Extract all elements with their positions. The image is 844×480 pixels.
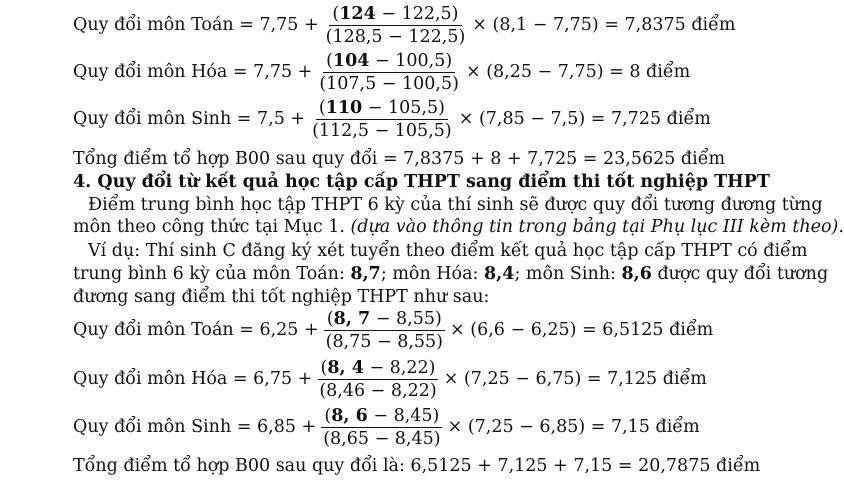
fraction-numerator	[329, 4, 461, 26]
equation-tail: × (7,25 − 6,85) = 7,15 điểm	[447, 417, 700, 437]
numerator-rest: − 8,55)	[370, 308, 442, 329]
equation-tail: × (8,25 − 7,75) = 8 điểm	[465, 62, 691, 82]
total-score-1: Tổng điểm tổ hợp B00 sau quy đổi = 7,8375 + 8 + 7,725 = 23,5625 điểm	[73, 149, 726, 169]
equation-lead: Quy đổi môn Toán = 6,25 +	[73, 320, 319, 340]
score-sinh: 8,6	[621, 264, 652, 284]
equation-toan-1	[73, 0, 736, 50]
paragraph-2-line-2	[73, 264, 828, 284]
equation-toan-2	[73, 305, 713, 355]
fraction-numerator	[318, 358, 439, 380]
equation-tail: × (7,25 − 6,75) = 7,125 điểm	[443, 369, 707, 389]
score-toan: 8,7	[350, 264, 381, 284]
total-score-2: Tổng điểm tổ hợp B00 sau quy đổi là: 6,5125 + 7,125 + 7,15 = 20,7875 điểm	[73, 456, 761, 476]
numerator-rest: − 8,22)	[363, 357, 436, 378]
numerator-rest: − 105,5)	[362, 97, 445, 118]
paragraph-1-line-2	[73, 217, 844, 237]
paragraph-1-italic-note: (dựa vào thông tin trong bảng tại Phụ lục III kèm theo).	[350, 217, 844, 237]
fraction	[320, 406, 443, 449]
numerator-bold-value: 8, 4	[327, 357, 364, 378]
paragraph-1-line-1: Điểm trung bình học tập THPT 6 kỳ của thí sinh sẽ được quy đổi tương đương từng	[88, 195, 823, 215]
numerator-rest: − 122,5)	[375, 3, 459, 24]
fraction-denominator: (8,46 − 8,22)	[319, 380, 437, 401]
fraction	[323, 4, 469, 47]
paragraph-2-text-c: ; môn Hóa:	[380, 264, 484, 284]
fraction-numerator	[316, 98, 448, 120]
numerator-rest: − 100,5)	[369, 50, 453, 71]
fraction-numerator	[323, 51, 455, 73]
numerator-bold-value: 8, 7	[333, 308, 371, 329]
numerator-bold-value: 8, 6	[331, 405, 368, 426]
fraction-denominator: (128,5 − 122,5)	[325, 26, 466, 47]
paragraph-2-text-e: ; môn Sinh:	[514, 264, 622, 284]
fraction	[316, 358, 439, 401]
equation-lead: Quy đổi môn Hóa = 6,75 +	[73, 369, 313, 389]
numerator-open: (	[320, 357, 328, 378]
fraction-denominator: (8,75 − 8,55)	[325, 331, 444, 352]
numerator-rest: − 8,45)	[367, 405, 440, 426]
numerator-open: (	[324, 405, 332, 426]
equation-lead: Quy đổi môn Toán = 7,75 +	[73, 15, 319, 35]
score-hoa: 8,4	[483, 264, 515, 284]
equation-lead: Quy đổi môn Sinh = 7,5 +	[73, 109, 306, 129]
fraction-numerator	[324, 309, 445, 331]
numerator-bold-value: 104	[332, 50, 370, 71]
fraction	[323, 309, 446, 352]
section-heading-4: 4. Quy đổi từ kết quả học tập cấp THPT sang điểm thi tốt nghiệp THPT	[73, 172, 770, 192]
fraction	[316, 51, 462, 94]
fraction-numerator	[321, 406, 442, 428]
equation-sinh-2	[73, 402, 700, 452]
numerator-open: (	[326, 50, 333, 71]
fraction-denominator: (107,5 − 100,5)	[319, 73, 459, 94]
equation-tail: × (6,6 − 6,25) = 6,5125 điểm	[450, 320, 714, 340]
equation-lead: Quy đổi môn Sinh = 6,85 +	[73, 417, 317, 437]
numerator-open: (	[326, 308, 334, 329]
paragraph-2-line-1: Ví dụ: Thí sinh C đăng ký xét tuyển theo điểm kết quả học tập cấp THPT có điểm	[88, 241, 808, 261]
numerator-open: (	[318, 97, 326, 118]
numerator-bold-value: 110	[325, 97, 363, 118]
numerator-bold-value: 124	[339, 3, 376, 24]
numerator-open: (	[332, 3, 340, 24]
paragraph-2-line-3: đương sang điểm thi tốt nghiệp THPT như sau:	[73, 287, 490, 307]
equation-lead: Quy đổi môn Hóa = 7,75 +	[73, 62, 313, 82]
equation-tail: × (7,85 − 7,5) = 7,725 điểm	[458, 109, 711, 129]
equation-sinh-1	[73, 94, 711, 144]
paragraph-1-text: môn theo công thức tại Mục 1.	[73, 217, 351, 237]
paragraph-2-text-a: trung bình 6 kỳ của môn Toán:	[73, 264, 351, 284]
paragraph-2-text-g: được quy đổi tương	[651, 264, 829, 284]
equation-hoa-2	[73, 354, 707, 404]
fraction	[309, 98, 455, 141]
fraction-denominator: (8,65 − 8,45)	[323, 428, 441, 449]
equation-hoa-1	[73, 47, 690, 97]
fraction-denominator: (112,5 − 105,5)	[312, 120, 452, 141]
equation-tail: × (8,1 − 7,75) = 7,8375 điểm	[472, 15, 736, 35]
